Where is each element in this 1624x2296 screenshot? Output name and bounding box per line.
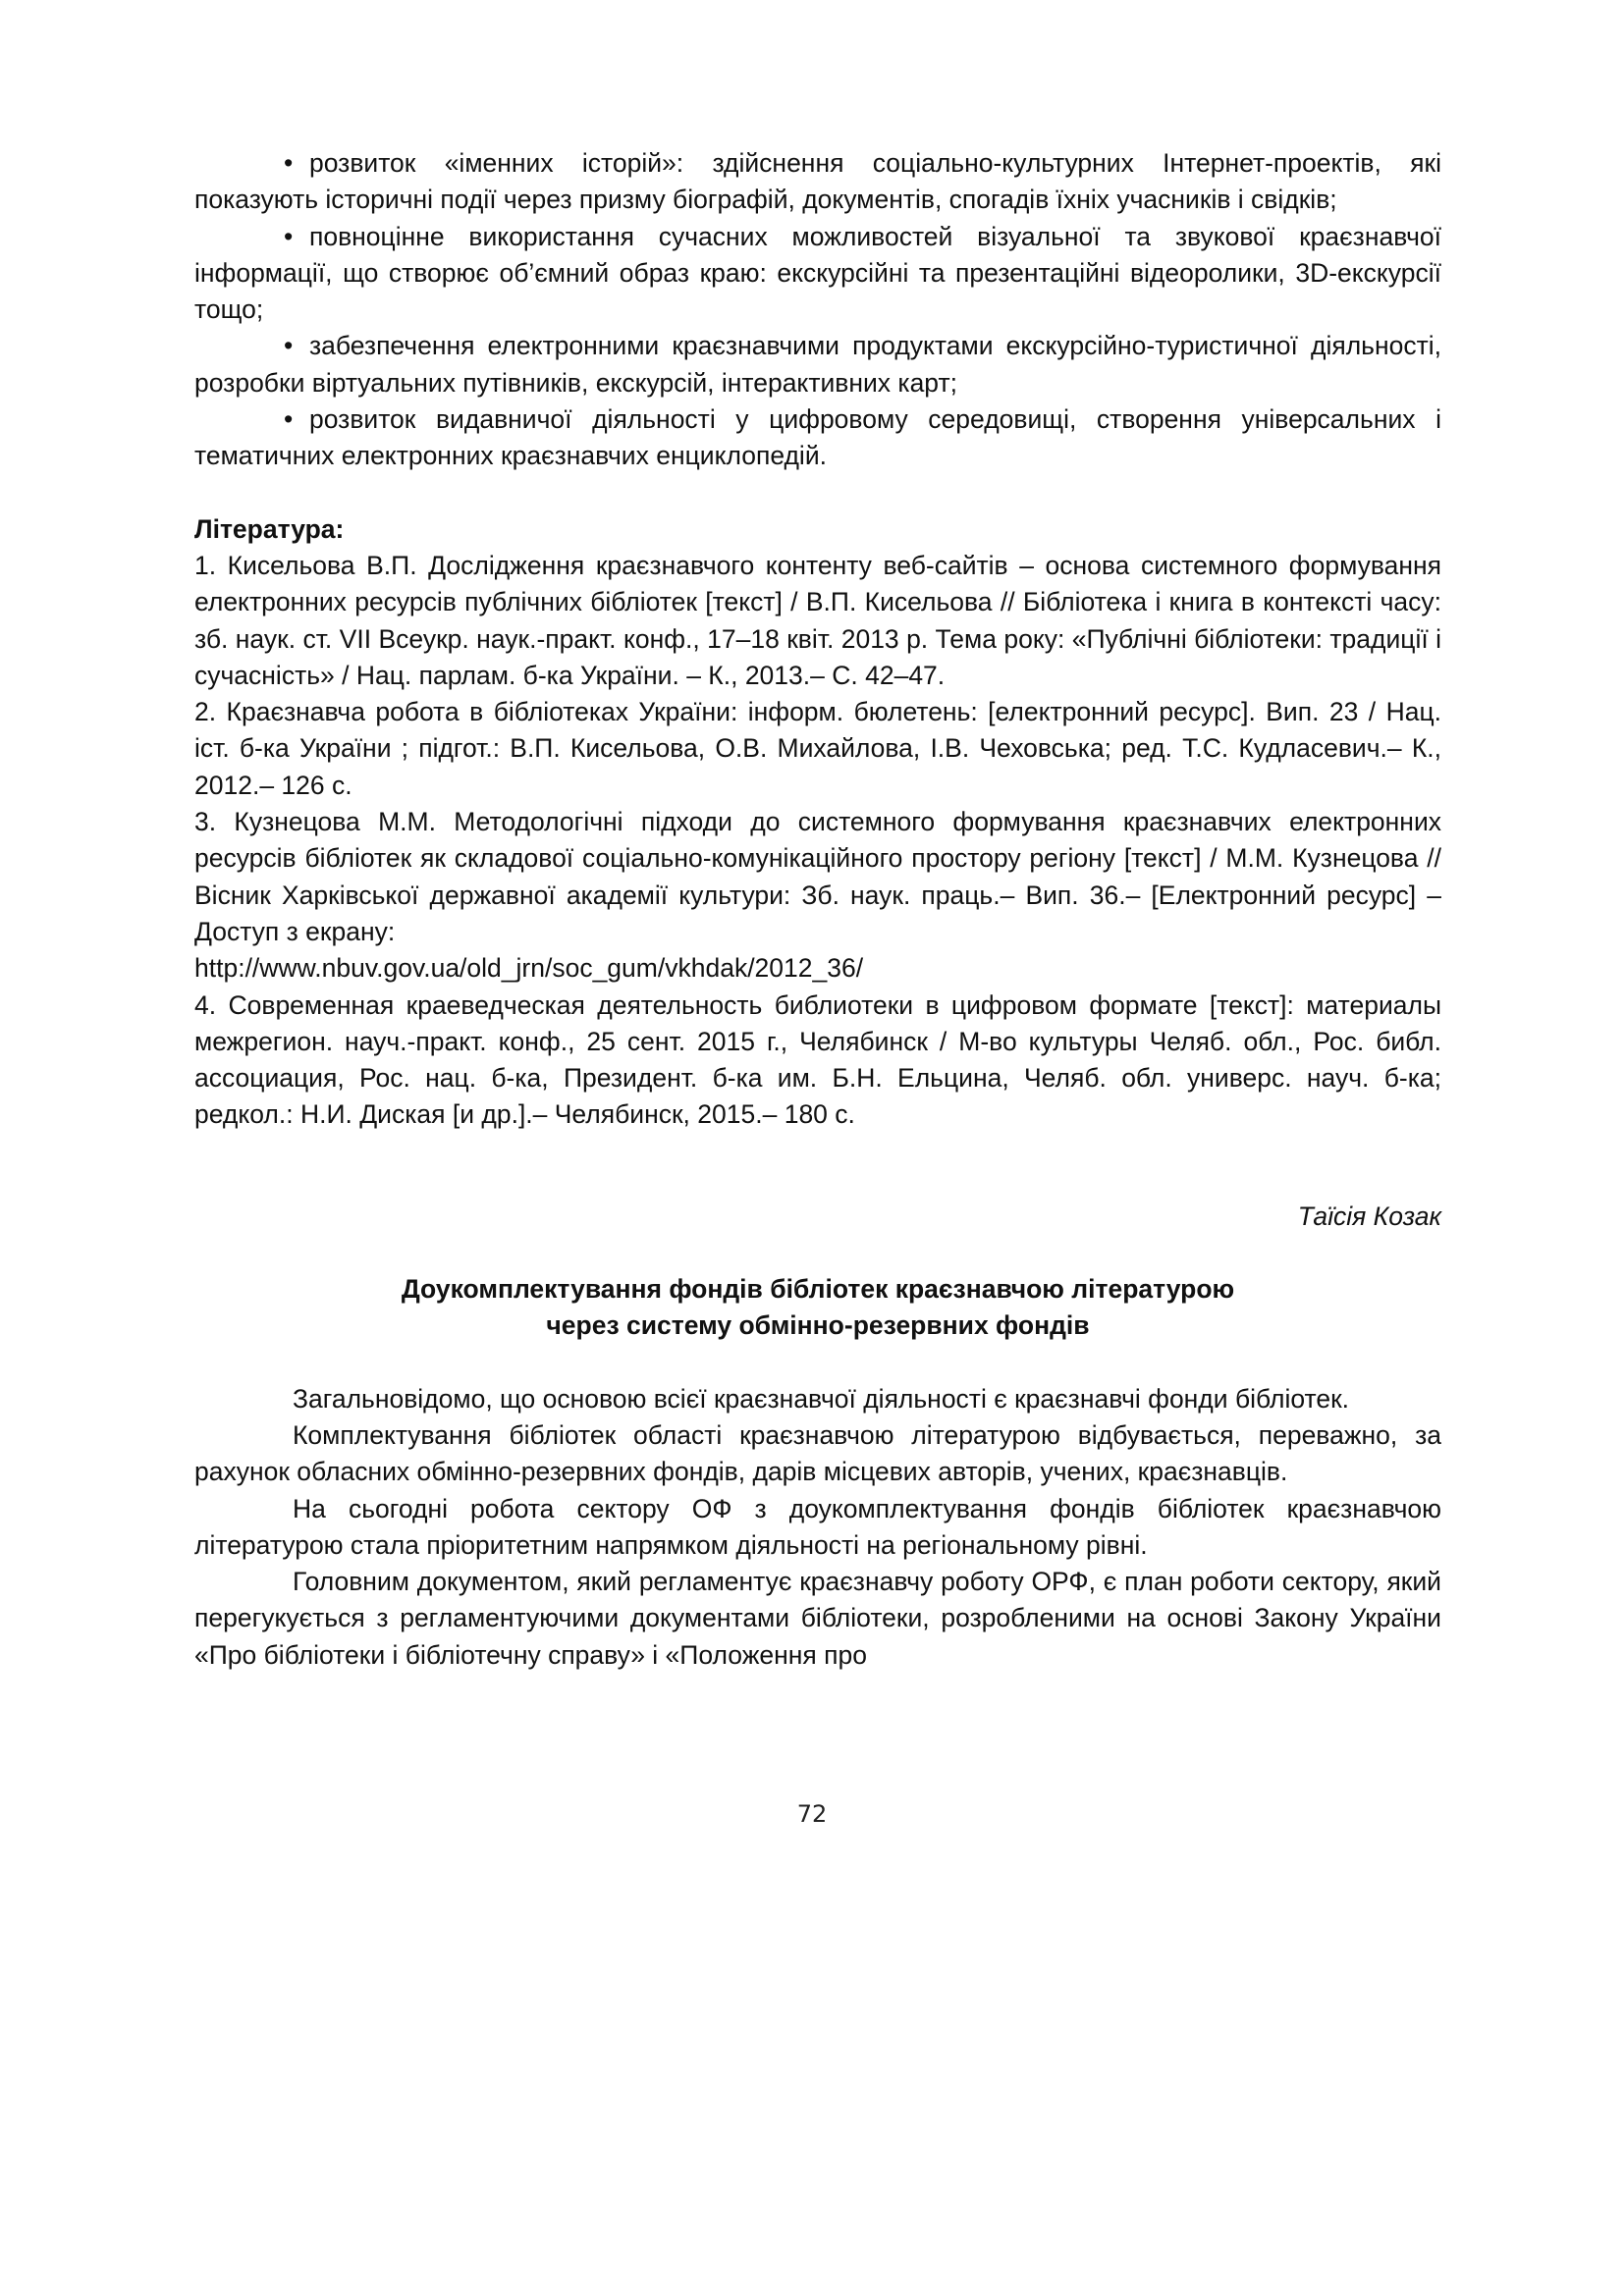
body-paragraph: Головним документом, який регламентує краєзнавчу роботу ОРФ, є план роботи сектору, який перегукується з регламентуючими документами бібліотеки, розробленими на основі Закону України «Про бібліотеки і бібліотечну справу» і «Положення про <box>194 1567 1441 1670</box>
bullet-dot-icon: • <box>284 148 294 178</box>
reference-item: 3. Кузнецова М.М. Методологічні підходи до системного формування краєзнавчих електронних ресурсів бібліотек як складової соціально-комунікаційного простору регіону [текст] / М.М. Кузнецова // Вісник Харківської державної академії культури: Зб. наук. праць.– Вип. 36.– [Електронний ресурс] – Доступ з екрану: <box>194 807 1441 946</box>
reference-item: 2. Краєзнавча робота в бібліотеках України: інформ. бюлетень: [електронний ресурс]. Вип. 23 / Нац. іст. б-ка України ; підгот.: В.П. Кисельова, О.В. Михайлова, І.В. Чеховська; ред. Т.С. Кудласевич.– К., 2012.– 126 с. <box>194 697 1441 800</box>
author-name: Таїсія Козак <box>1297 1201 1441 1231</box>
reference-url-link[interactable]: http://www.nbuv.gov.ua/old_jrn/soc_gum/vkhdak/2012_36/ <box>194 953 864 984</box>
page-number: 72 <box>796 1800 828 1828</box>
body-paragraph: Загальновідомо, що основою всієї краєзнавчої діяльності є краєзнавчі фонди бібліотек. <box>293 1383 1350 1414</box>
reference-item: 4. Современная краеведческая деятельность библиотеки в цифровом формате [текст]: материалы межрегион. науч.-практ. конф., 25 сент. 2015 г., Челябинск / М-во культуры Челяб. обл., Рос. библ. ассоциация, Рос. нац. б-ка, Президент. б-ка им. Б.Н. Ельцина, Челяб. обл. универс. науч. б-ка; редкол.: Н.И. Диская [и др.].– Челябинск, 2015.– 180 с. <box>194 989 1441 1130</box>
article-title-line: через систему обмінно-резервних фондів <box>546 1310 1090 1341</box>
bullet-item: • забезпечення електронними краєзнавчими продуктами екскурсійно-туристичної діяльності, розробки віртуальних путівників, екскурсій, інтерактивних карт; <box>194 328 1441 401</box>
page-body <box>194 145 1441 1674</box>
reference-item: 1. Кисельова В.П. Дослідження краєзнавчого контенту веб-сайтів – основа системного формування електронних ресурсів публічних бібліотек [текст] / В.П. Кисельова // Бібліотека і книга в контексті часу: зб. наук. ст. VII Всеукр. наук.-практ. конф., 17–18 квіт. 2013 р. Тема року: «Публічні бібліотеки: традиції і сучасність» / Нац. парлам. б-ка України. – К., 2013.– С. 42–47. <box>194 550 1441 690</box>
bullet-dot-icon: • <box>284 404 294 435</box>
bullet-item: • розвиток «іменних історій»: здійснення соціально-культурних Інтернет-проектів, які показують історичні події через призму біографій, документів, спогадів їхніх учасників і свідків; <box>194 145 1441 219</box>
body-paragraph: Комплектування бібліотек області краєзнавчою літературою відбувається, переважно, за рахунок обласних обмінно-резервних фондів, дарів місцевих авторів, учених, краєзнавців. <box>194 1419 1441 1487</box>
body-paragraph: На сьогодні робота сектору ОФ з доукомплектування фондів бібліотек краєзнавчою літературою стала пріоритетним напрямком діяльності на регіональному рівні. <box>194 1493 1441 1560</box>
bullet-item: • розвиток видавничої діяльності у цифровому середовищі, створення універсальних і тематичних електронних краєзнавчих енциклопедій. <box>194 401 1441 475</box>
bullet-item: • повноцінне використання сучасних можливостей візуальної та звукової краєзнавчої інформації, що створює об’ємний образ краю: екскурсійні та презентаційні відеоролики, 3D-екскурсії тощо; <box>194 219 1441 329</box>
article-title-line: Доукомплектування фондів бібліотек краєзнавчою літературою <box>401 1274 1235 1305</box>
article-body <box>194 1381 1441 1674</box>
bullet-dot-icon: • <box>284 331 294 361</box>
bullet-dot-icon: • <box>284 221 294 251</box>
article-title <box>194 1271 1441 1345</box>
literature-heading: Література: <box>194 513 345 544</box>
